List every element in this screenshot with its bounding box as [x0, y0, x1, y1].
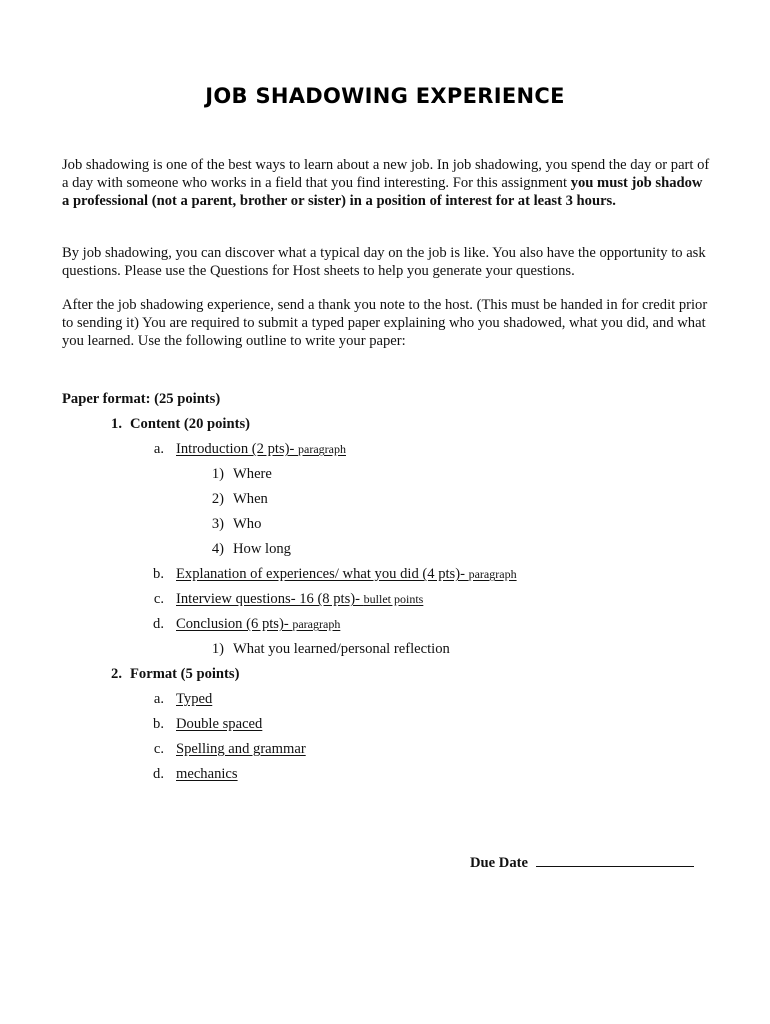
item-label: Interview questions- 16 (8 pts)-	[176, 591, 364, 607]
item-marker: c.	[153, 591, 164, 607]
item-marker: 1)	[211, 466, 224, 482]
item-marker: b.	[153, 716, 164, 732]
document-title: JOB SHADOWING EXPERIENCE	[205, 84, 565, 108]
item-type: paragraph	[468, 567, 517, 581]
intro-paragraph-1-requirement: you must job shadow a professional (not a parent, brother or sister) in a position of interest for at least 3 hours.	[62, 175, 703, 209]
section-2-marker: 2.	[111, 666, 122, 682]
due-date-blank-line[interactable]	[536, 852, 694, 867]
item-text: mechanics	[176, 766, 238, 782]
item-text	[176, 590, 423, 608]
due-date-label: Due Date	[470, 855, 528, 871]
item-text: Spelling and grammar	[176, 741, 306, 757]
item-text	[176, 440, 346, 458]
item-marker: d.	[153, 616, 164, 632]
item-type: paragraph	[292, 617, 341, 631]
item-marker: 3)	[211, 516, 224, 532]
item-text: Where	[233, 466, 272, 482]
item-type: bullet points	[363, 592, 424, 606]
item-text: Who	[233, 516, 262, 532]
intro-paragraph-2: By job shadowing, you can discover what a typical day on the job is like. You also have the opportunity to ask questions. Please use the Questions for Host sheets to help you generate your questions.	[62, 245, 706, 279]
item-marker: 4)	[211, 541, 224, 557]
item-text: How long	[233, 541, 291, 557]
item-text: When	[233, 491, 268, 507]
item-marker: b.	[153, 566, 164, 582]
item-marker: a.	[153, 691, 164, 707]
item-label: Introduction (2 pts)-	[176, 441, 298, 457]
item-text: Double spaced	[176, 716, 263, 732]
item-text	[176, 565, 517, 583]
item-text: Typed	[176, 691, 213, 707]
item-marker: d.	[153, 766, 164, 782]
intro-paragraph-1	[62, 156, 712, 210]
item-text: What you learned/personal reflection	[233, 641, 450, 657]
item-marker: c.	[153, 741, 164, 757]
section-2-label: Format (5 points)	[130, 666, 240, 682]
due-date	[470, 852, 694, 872]
item-marker: a.	[153, 441, 164, 457]
item-type: paragraph	[298, 442, 346, 456]
intro-paragraph-1-text: Job shadowing is one of the best ways to learn about a new job. In job shadowing, you spend the day or part of a day with someone who works in a field that you find interesting. For this assignment	[62, 157, 710, 191]
item-label: Explanation of experiences/ what you did (4 pts)-	[176, 566, 469, 582]
intro-paragraph-3: After the job shadowing experience, send a thank you note to the host. (This must be handed in for credit prior to sending it) You are required to submit a typed paper explaining who you shadowed, what you did, and what you learned. Use the following outline to write your paper:	[62, 297, 708, 349]
paper-format-heading: Paper format: (25 points)	[62, 391, 221, 407]
section-1-marker: 1.	[111, 416, 122, 432]
section-1-label: Content (20 points)	[130, 416, 250, 432]
item-text	[176, 615, 340, 633]
item-label: Conclusion (6 pts)-	[176, 616, 293, 632]
item-marker: 1)	[211, 641, 224, 657]
item-marker: 2)	[211, 491, 224, 507]
